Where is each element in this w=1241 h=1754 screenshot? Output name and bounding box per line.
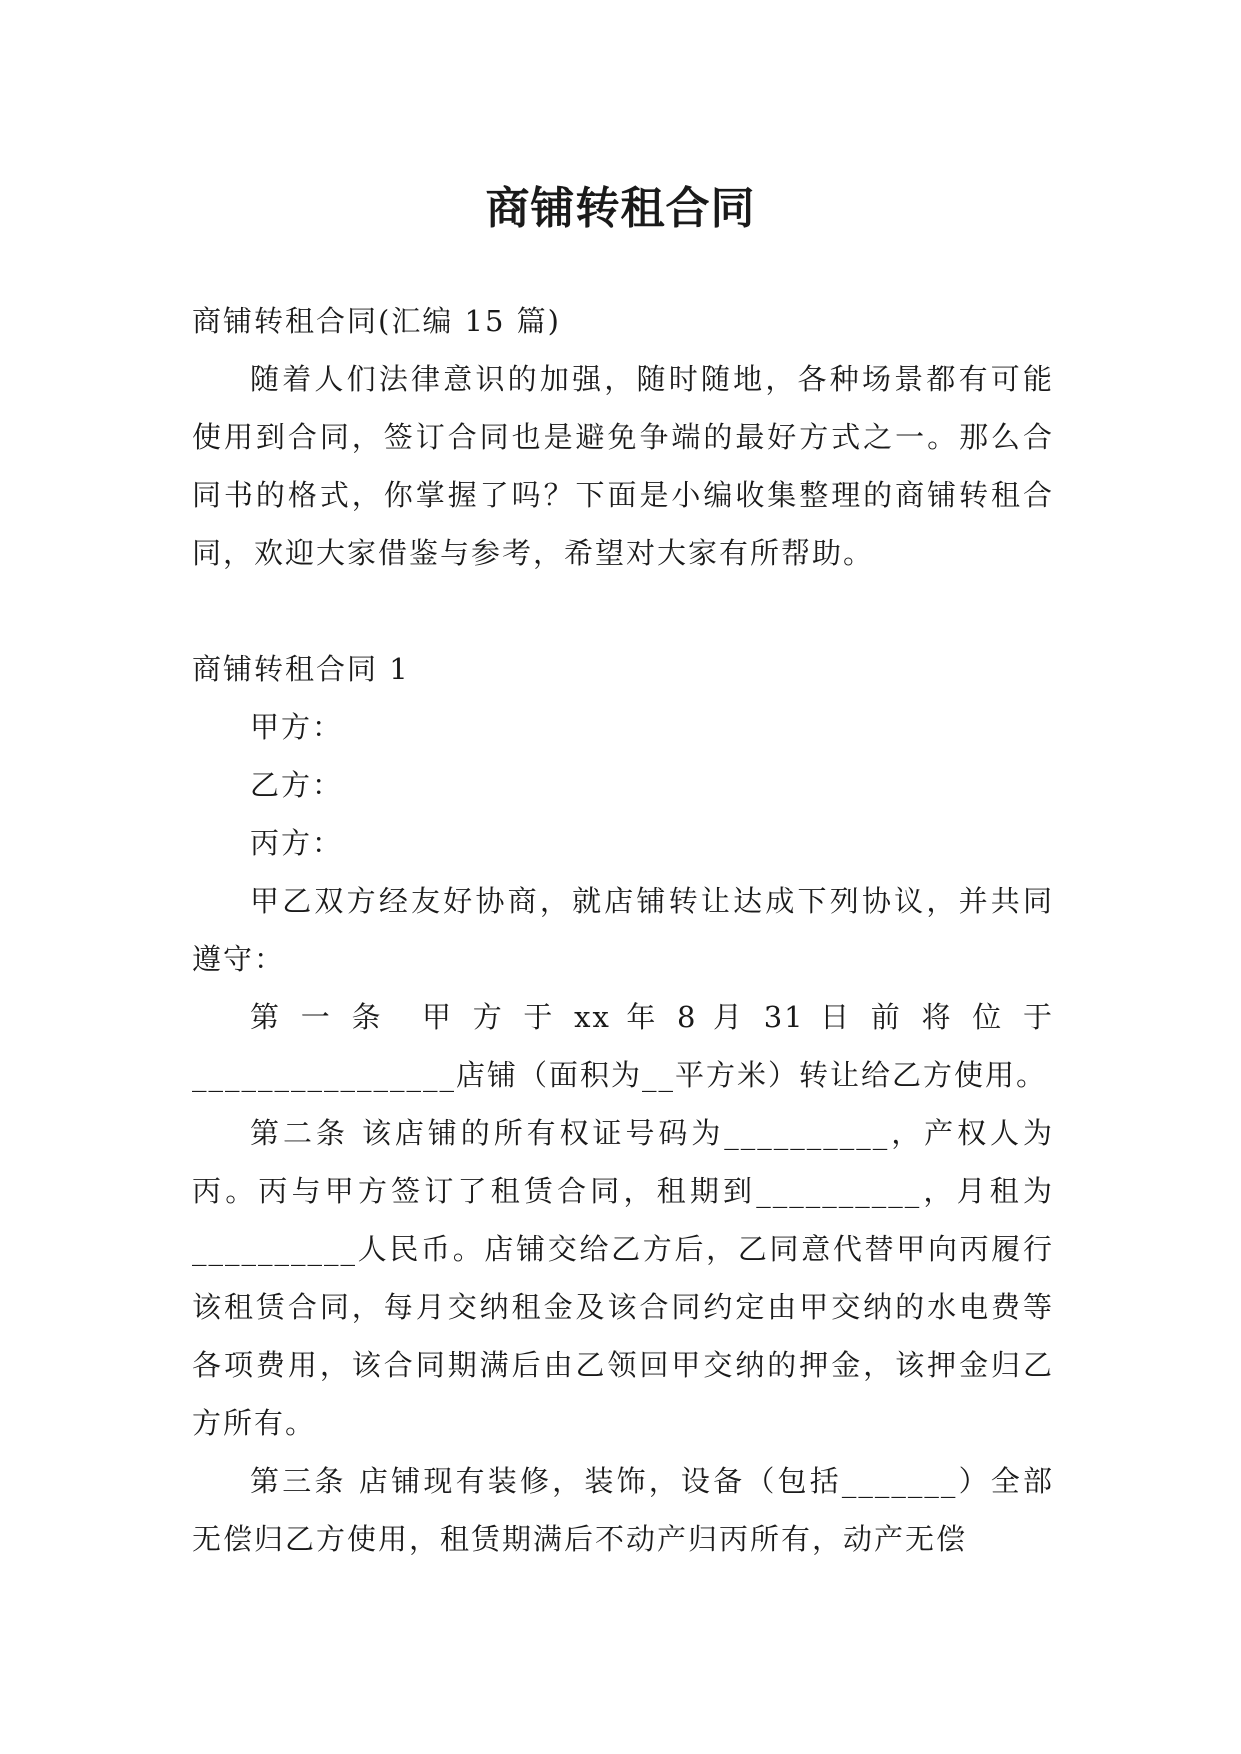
party-c-label: 丙方： (250, 826, 344, 860)
intro-paragraph: 随着人们法律意识的加强，随时随地，各种场景都有可能使用到合同，签订合同也是避免争端的最好方式之一。那么合同书的格式，你掌握了吗？下面是小编收集整理的商铺转租合同，欢迎大家借鉴与参考，希望对大家有所帮助。 (192, 362, 1054, 570)
article-3-paragraph: 第三条 店铺现有装修，装饰，设备（包括_______）全部无偿归乙方使用，租赁期满后不动产归丙所有，动产无偿 (192, 1464, 1054, 1556)
document-subtitle: 商铺转租合同(汇编 15 篇) (192, 304, 561, 338)
party-a-label: 甲方： (250, 710, 344, 744)
section-heading: 商铺转租合同 1 (192, 652, 410, 686)
preamble-paragraph: 甲乙双方经友好协商，就店铺转让达成下列协议，并共同遵守： (192, 884, 1054, 976)
document-body (192, 292, 1054, 1568)
party-b-label: 乙方： (250, 768, 344, 802)
article-1-line-1: 第 一 条 甲 方 于 xx 年 8 月 31 日 前 将 位 于 (250, 1000, 1054, 1034)
article-2-paragraph: 第二条 该店铺的所有权证号码为__________，产权人为丙。丙与甲方签订了租赁合同，租期到__________，月租为__________人民币。店铺交给乙方后，乙同意代替甲向丙履行该租赁合同，每月交纳租金及该合同约定由甲交纳的水电费等各项费用，该合同期满后由乙领回甲交纳的押金，该押金归乙方所有。 (192, 1116, 1054, 1440)
document-title: 商铺转租合同 (485, 183, 756, 235)
article-1-line-2: ________________店铺（面积为__平方米）转让给乙方使用。 (192, 1058, 1048, 1092)
paragraph-gap (192, 582, 1054, 640)
